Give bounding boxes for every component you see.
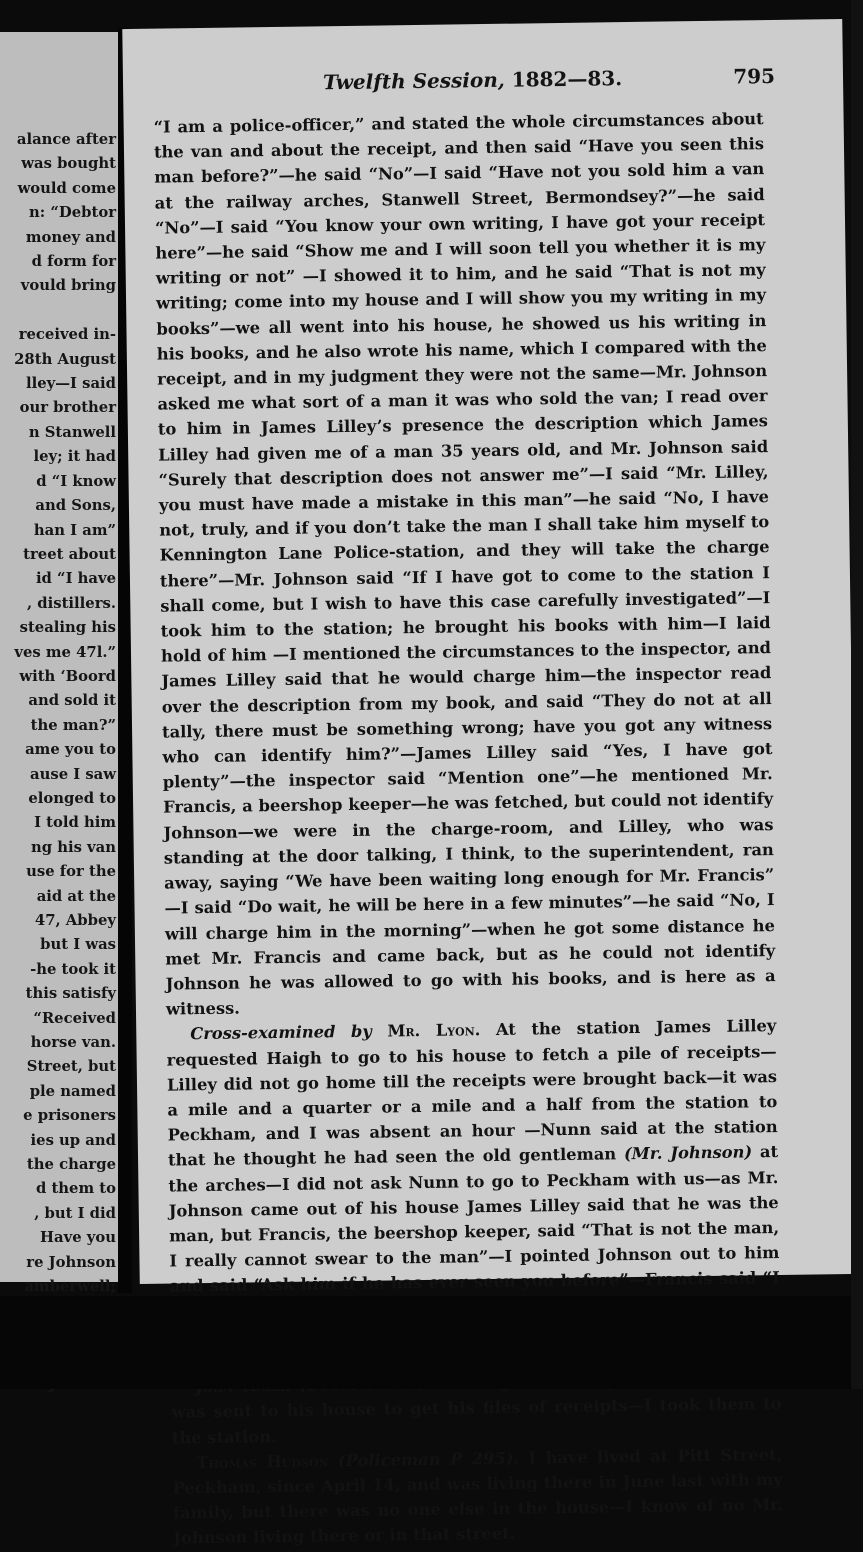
left-page-line: use for the [26, 863, 116, 881]
left-page-line: alance after [16, 131, 116, 148]
left-page-line: ves me 47l.” [14, 643, 116, 661]
witness-role-hudson: (Policeman P 295). [337, 1448, 520, 1470]
left-page-line: ies up and [30, 1131, 116, 1149]
left-page-line: ple named [29, 1082, 116, 1100]
left-page-line: and Sons, [35, 497, 116, 515]
left-page-line: “Received [33, 1009, 116, 1027]
left-page-line: id “I have [35, 570, 116, 588]
left-page-line: ng his van [30, 838, 116, 856]
left-page-line: Have you [40, 1229, 116, 1247]
page-number: 795 [733, 63, 776, 89]
left-page-line: n: “Debtor [29, 204, 116, 222]
left-page-line: vould bring [20, 277, 116, 295]
left-page-line: 28th August [14, 350, 116, 368]
left-page-line: amberwell; [24, 1278, 116, 1296]
scan-bottom-border [0, 1296, 863, 1389]
left-page-line: the charge [26, 1156, 116, 1174]
left-page-text-fragments [0, 128, 116, 1397]
left-page-line: would come [17, 179, 116, 197]
left-page-line: d form for [31, 253, 116, 271]
counsel-name: Mr. Lyon. [387, 1020, 481, 1041]
left-page-line: this satisfy [25, 985, 116, 1003]
paragraph-testimony: “I am a police-officer,” and stated the whole circumstances about the van and about the receipt, and then said “Have you seen this man before?”—he said “No”—I said “Have not you sold him a van at the railway arches, Stanwell Street, Bermondsey?”—he said “No”—I said “You know your own writing, I have got your receipt here”—he said “Show me and I will soon tell you whether it is my writing or not” —I showed it to him, and he said “That is not my writing; come into my house and I will show you my writing in my books”—we all went into his house, he showed us his writing in his books, and he also wrote his name, which I compared with the receipt, and in my judgment they were not the same—Mr. Johnson asked me what sort of a man it was who sold the van; I read over to him in James Lilley’s presence the description which James Lilley had given me of a man 35 years old, and Mr. Johnson said “Surely that description does not answer me”—I said “Mr. Lilley, you must have made a mistake in this man”—he said “No, I have not, truly, and if you don’t take the man I shall take him myself to Kennington Lane Police-station, and they will take the charge there”—Mr. Johnson said “If I have got to come to the station I shall come, but I wish to have this case carefully investigated”—I took him to the station; he brought his books with him—I laid hold of him —I mentioned the circumstances to the inspector, and James Lilley said that he would charge him—the inspector read over the description from my book, and said “They do not at all tally, there must be something wrong; have you got any witness who can identify him?”—James Lilley said “Yes, I have got plenty”—the inspector said “Mention one”—he mentioned Mr. Francis, a beershop keeper—he was fetched, but could not identify Johnson—we were in the charge-room, and Lilley, who was standing at the door talking, I think, to the superintendent, ran away, saying “We have been waiting long enough for Mr. Francis” —I said “Do wait, he will be here in a few minutes”—he said “No, I will charge him in the morning”—when he got some distance he met Mr. Francis and came back, but as he could not identify Johnson he was allowed to go with his books, and is here as a witness. [153, 109, 776, 1019]
left-page-line: re Johnson [26, 1253, 116, 1271]
left-page-line: our brother [19, 399, 116, 417]
paragraph-witness-hudson [172, 1442, 783, 1551]
left-page-line: , but I did [34, 1204, 116, 1222]
cross-examined-label: Cross-examined by [190, 1022, 372, 1044]
left-page-line: d them to [35, 1180, 116, 1198]
left-page-line: the man?” [30, 716, 116, 734]
left-page-line: money and [25, 228, 116, 246]
cross-examination-aside: (Mr. Johnson) [623, 1142, 753, 1164]
left-page-line: ame you to [25, 741, 116, 759]
left-page-line: horse van. [30, 1034, 116, 1052]
left-page-line: han I am” [33, 521, 116, 539]
cross-examination-text-rest: at the arches—I did not ask Nunn to go to Peckham with us—as Mr. Johnson came out of his house James Lilley said that he was the man, but Francis, the beershop keeper, said “That is not the man, I really cannot swear to the man”—I pointed Johnson out to him and said “Ask him if he has ever seen you before”—Francis said “I [168, 1142, 780, 1296]
left-facing-page [0, 32, 120, 1296]
left-page-line: stealing his [19, 619, 116, 637]
running-title [323, 66, 622, 94]
left-page-line: ley; it had [33, 448, 116, 466]
left-page-line: and sold it [28, 692, 116, 710]
left-page-line: ause I saw [30, 765, 116, 783]
left-page-line: e prisoners [23, 1107, 116, 1125]
left-page-line: with ‘Boord [19, 667, 116, 685]
cross-examination-text: At the station James Lilley requested Haigh to go to his house to fetch a pile of receipts—Lilley did not go home till the receipts were brought back—it was a mile and a quarter or a mile and a half from the station to Peckham, and I was absent an hour —Nunn said at the station that he thought he had seen the old gentleman [166, 1016, 778, 1170]
left-page-line: n Stanwell [28, 423, 116, 441]
left-page-line: elonged to [28, 789, 116, 807]
left-page-line: I told him [34, 814, 116, 832]
left-page-line: 47, Abbey [34, 912, 116, 929]
session-years: 1882—83. [511, 66, 623, 92]
left-page-line: d “I know [36, 472, 116, 490]
left-page-line: but I was [40, 936, 116, 954]
left-page-line: aid at the [36, 887, 116, 905]
left-page-line: -he took it [30, 960, 116, 978]
session-title: Twelfth Session, [322, 67, 505, 95]
left-page-line [0, 299, 116, 323]
left-page-line: Street, but [26, 1058, 116, 1076]
witness-name-hudson: Thomas Hudson [196, 1451, 329, 1472]
scan-right-border [851, 0, 863, 1389]
left-page-line: , distillers. [27, 594, 116, 612]
witness-text-haigh: was sent to his house to get his files of receipts—I took them to the station. [171, 1394, 782, 1448]
page-header [323, 64, 783, 98]
left-page-line: received in- [18, 326, 116, 344]
witness-text-hudson: I have lived at Pitt Street, Peckham, since April 14, and was living there in June last with my family, but there was no one else in the house—I know of no Mr. Johnson living there or in that street. [172, 1444, 784, 1548]
left-page-line: lley—I said [25, 375, 116, 393]
right-page [122, 19, 859, 1548]
left-page-line: treet about [23, 545, 116, 563]
left-page-line: was bought [21, 155, 116, 173]
